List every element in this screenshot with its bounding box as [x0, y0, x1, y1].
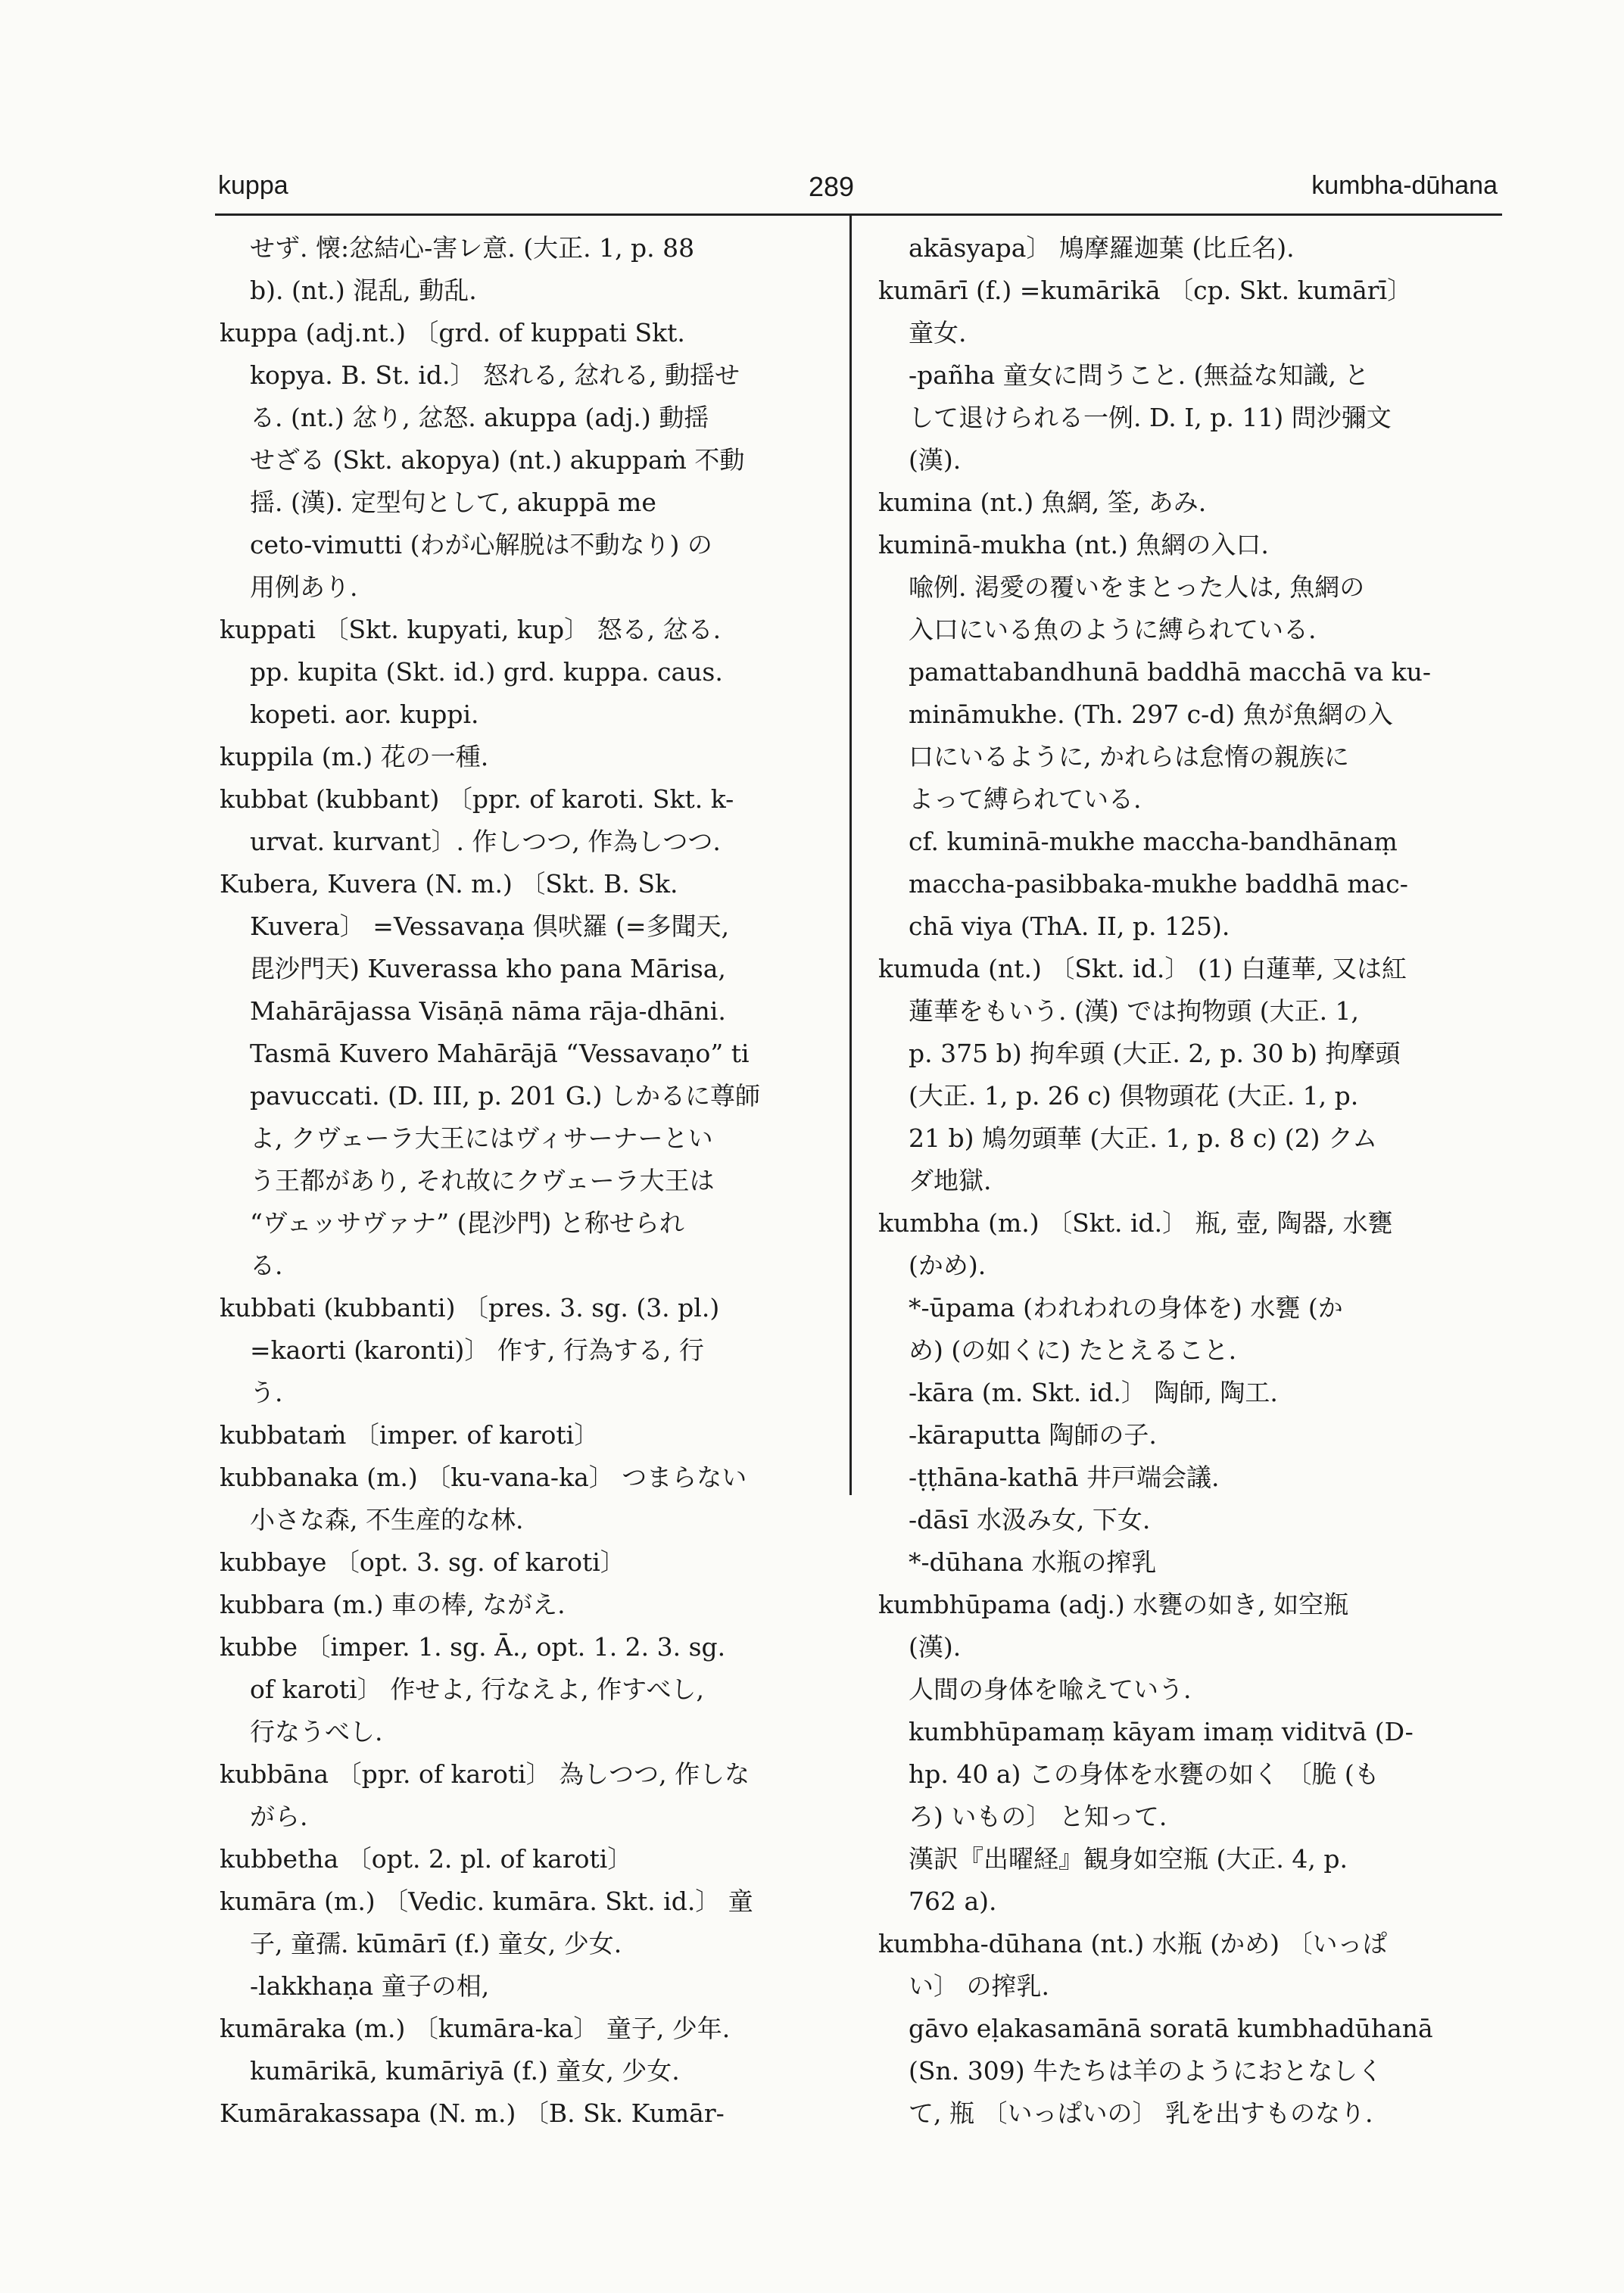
entry-headword-line: kubbataṁ 〔imper. of karoti〕 — [220, 1420, 600, 1450]
entry-continuation-line: -lakkhaṇa 童子の相, — [250, 1971, 490, 2001]
entry-headword-line: kumuda (nt.) 〔Skt. id.〕 (1) 白蓮華, 又は紅 — [878, 954, 1407, 983]
entry-continuation-line: (漢). — [909, 445, 962, 475]
entry-headword-line: kumāra (m.) 〔Vedic. kumāra. Skt. id.〕 童 — [220, 1886, 753, 1916]
entry-continuation-line: -dāsī 水汲み女, 下女. — [909, 1505, 1151, 1534]
entry-continuation-line: (Sn. 309) 牛たちは羊のようにおとなしく — [909, 2056, 1383, 2086]
entry-continuation-line: よ, クヴェーラ大王にはヴィサーナーとい — [250, 1123, 713, 1153]
entry-continuation-line: 用例あり. — [250, 572, 358, 602]
entry-continuation-line: -kāra (m. Skt. id.〕 陶師, 陶工. — [909, 1378, 1278, 1407]
entry-continuation-line: (かめ). — [909, 1251, 987, 1280]
entry-continuation-line: 行なうべし. — [250, 1717, 383, 1746]
entry-continuation-line: う. — [250, 1378, 283, 1407]
entry-headword-line: kubbati (kubbanti) 〔pres. 3. sg. (3. pl.) — [220, 1293, 720, 1323]
entry-continuation-line: 21 b) 鳩勿頭華 (大正. 1, p. 8 c) (2) クム — [909, 1123, 1378, 1153]
entry-continuation-line: 口にいるように, かれらは怠惰の親族に — [909, 742, 1349, 771]
entry-continuation-line: め) (の如くに) たとえること. — [909, 1335, 1237, 1365]
entry-continuation-line: Kuvera〕 =Vessavaṇa 倶吠羅 (=多聞天, — [250, 911, 730, 941]
entry-continuation-line: -pañha 童女に問うこと. (無益な知識, と — [909, 360, 1370, 390]
entry-continuation-line: =kaorti (karonti)〕 作す, 行為する, 行 — [250, 1335, 704, 1365]
entry-continuation-line: p. 375 b) 拘牟頭 (大正. 2, p. 30 b) 拘摩頭 — [909, 1039, 1401, 1068]
entry-continuation-line: (漢). — [909, 1632, 962, 1662]
entry-headword-line: kubbat (kubbant) 〔ppr. of karoti. Skt. k- — [220, 784, 734, 814]
entry-continuation-line: よって縛られている. — [909, 784, 1142, 814]
entry-continuation-line: い〕 の搾乳. — [909, 1971, 1049, 2001]
entry-continuation-line: b). (nt.) 混乱, 動乱. — [250, 276, 477, 305]
entry-continuation-line: 小さな森, 不生産的な林. — [250, 1505, 524, 1534]
entry-continuation-line: pamattabandhunā baddhā macchā va ku- — [909, 657, 1432, 687]
entry-continuation-line: maccha-pasibbaka-mukhe baddhā mac- — [909, 869, 1408, 899]
entry-continuation-line: akāsyapa〕 鳩摩羅迦葉 (比丘名). — [909, 233, 1295, 263]
left-guide-word: kuppa — [218, 171, 288, 200]
entry-continuation-line: 子, 童孺. kūmārī (f.) 童女, 少女. — [250, 1929, 622, 1958]
entry-headword-line: kubbetha 〔opt. 2. pl. of karoti〕 — [220, 1844, 633, 1874]
entry-continuation-line: of karoti〕 作せよ, 行なえよ, 作すべし, — [250, 1675, 704, 1704]
entry-headword-line: kubbaye 〔opt. 3. sg. of karoti〕 — [220, 1547, 625, 1577]
entry-headword-line: Kubera, Kuvera (N. m.) 〔Skt. B. Sk. — [220, 869, 678, 899]
entry-continuation-line: 毘沙門天) Kuverassa kho pana Mārisa, — [250, 954, 726, 983]
entry-continuation-line: “ヴェッサヴァナ” (毘沙門) と称せられ — [250, 1208, 684, 1238]
entry-continuation-line: がら. — [250, 1802, 308, 1831]
entry-headword-line: kumbha (m.) 〔Skt. id.〕 瓶, 壺, 陶器, 水甕 — [878, 1208, 1393, 1238]
entry-continuation-line: 漢訳『出曜経』観身如空瓶 (大正. 4, p. — [909, 1844, 1348, 1874]
entry-headword-line: kumina (nt.) 魚網, 筌, あみ. — [878, 488, 1207, 517]
entry-headword-line: kubbara (m.) 車の棒, ながえ. — [220, 1590, 566, 1619]
entry-headword-line: kumārī (f.) =kumārikā 〔cp. Skt. kumārī〕 — [878, 276, 1413, 305]
entry-continuation-line: ceto-vimutti (わが心解脱は不動なり) の — [250, 530, 712, 559]
entry-continuation-line: 入口にいる魚のように縛られている. — [909, 615, 1317, 644]
entry-continuation-line: -ṭṭhāna-kathā 井戸端会議. — [909, 1463, 1220, 1492]
entry-continuation-line: る. — [250, 1251, 283, 1280]
entry-continuation-line: して退けられる一例. D. I, p. 11) 問沙彌文 — [909, 403, 1392, 432]
left-column — [220, 227, 839, 2135]
entry-headword-line: kubbanaka (m.) 〔ku-vana-ka〕 つまらない — [220, 1463, 747, 1492]
entry-headword-line: kuppati 〔Skt. kupyati, kup〕 怒る, 忿る. — [220, 615, 722, 644]
page-header — [218, 171, 1498, 209]
entry-headword-line: kubbe 〔imper. 1. sg. Ā., opt. 1. 2. 3. sg. — [220, 1632, 726, 1662]
header-rule — [215, 213, 1502, 216]
entry-continuation-line: kopeti. aor. kuppi. — [250, 699, 479, 729]
entry-continuation-line: て, 瓶 〔いっぱいの〕 乳を出すものなり. — [909, 2098, 1373, 2128]
entry-continuation-line: 喩例. 渇愛の覆いをまとった人は, 魚網の — [909, 572, 1365, 602]
entry-continuation-line: せざる (Skt. akopya) (nt.) akuppaṁ 不動 — [250, 445, 745, 475]
entry-continuation-line: 人間の身体を喩えていう. — [909, 1675, 1192, 1704]
entry-continuation-line: *-dūhana 水瓶の搾乳 — [909, 1547, 1157, 1577]
right-column — [878, 227, 1498, 2135]
entry-continuation-line: mināmukhe. (Th. 297 c-d) 魚が魚網の入 — [909, 699, 1393, 729]
entry-continuation-line: Tasmā Kuvero Mahārājā “Vessavaṇo” ti — [250, 1039, 750, 1068]
entry-continuation-line: ダ地獄. — [909, 1166, 992, 1195]
entry-headword-line: kumāraka (m.) 〔kumāra-ka〕 童子, 少年. — [220, 2014, 731, 2043]
entry-continuation-line: 762 a). — [909, 1886, 997, 1916]
entry-continuation-line: (大正. 1, p. 26 c) 倶物頭花 (大正. 1, p. — [909, 1081, 1359, 1111]
entry-continuation-line: hp. 40 a) この身体を水甕の如く 〔脆 (も — [909, 1759, 1379, 1789]
entry-continuation-line: 揺. (漢). 定型句として, akuppā me — [250, 488, 656, 517]
entry-continuation-line: kumbhūpamaṃ kāyam imaṃ viditvā (D- — [909, 1717, 1414, 1746]
entry-continuation-line: ろ) いもの〕 と知って. — [909, 1802, 1167, 1831]
entry-headword-line: kuppa (adj.nt.) 〔grd. of kuppati Skt. — [220, 318, 685, 347]
entry-continuation-line: *-ūpama (われわれの身体を) 水甕 (か — [909, 1293, 1343, 1323]
entry-continuation-line: gāvo eḷakasamānā soratā kumbhadūhanā — [909, 2014, 1433, 2043]
entry-headword-line: kubbāna 〔ppr. of karoti〕 為しつつ, 作しな — [220, 1759, 750, 1789]
entry-continuation-line: 蓮華をもいう. (漢) では拘物頭 (大正. 1, — [909, 996, 1360, 1026]
entry-continuation-line: せず. 懐:忿結心-害レ意. (大正. 1, p. 88 — [250, 233, 695, 263]
entry-continuation-line: 童女. — [909, 318, 967, 347]
entry-headword-line: kuppila (m.) 花の一種. — [220, 742, 489, 771]
entry-headword-line: Kumārakassapa (N. m.) 〔B. Sk. Kumār- — [220, 2098, 725, 2128]
entry-continuation-line: Mahārājassa Visāṇā nāma rāja-dhāni. — [250, 996, 726, 1026]
column-divider — [849, 216, 852, 1495]
entry-continuation-line: kumārikā, kumāriyā (f.) 童女, 少女. — [250, 2056, 680, 2086]
entry-continuation-line: る. (nt.) 忿り, 忿怒. akuppa (adj.) 動揺 — [250, 403, 709, 432]
right-guide-word: kumbha-dūhana — [1311, 171, 1498, 200]
entry-continuation-line: chā viya (ThA. II, p. 125). — [909, 911, 1230, 941]
entry-continuation-line: cf. kuminā-mukhe maccha-bandhānaṃ — [909, 827, 1398, 856]
entry-continuation-line: pp. kupita (Skt. id.) grd. kuppa. caus. — [250, 657, 723, 687]
page-number: 289 — [809, 171, 855, 202]
entry-continuation-line: -kāraputta 陶師の子. — [909, 1420, 1157, 1450]
entry-continuation-line: urvat. kurvant〕. 作しつつ, 作為しつつ. — [250, 827, 721, 856]
entry-headword-line: kumbhūpama (adj.) 水甕の如き, 如空瓶 — [878, 1590, 1349, 1619]
entry-continuation-line: pavuccati. (D. III, p. 201 G.) しかるに尊師 — [250, 1081, 760, 1111]
entry-headword-line: kuminā-mukha (nt.) 魚網の入口. — [878, 530, 1269, 559]
entry-continuation-line: う王都があり, それ故にクヴェーラ大王は — [250, 1166, 715, 1195]
entry-continuation-line: kopya. B. St. id.〕 怒れる, 忿れる, 動揺せ — [250, 360, 740, 390]
entry-headword-line: kumbha-dūhana (nt.) 水瓶 (かめ) 〔いっぱ — [878, 1929, 1388, 1958]
